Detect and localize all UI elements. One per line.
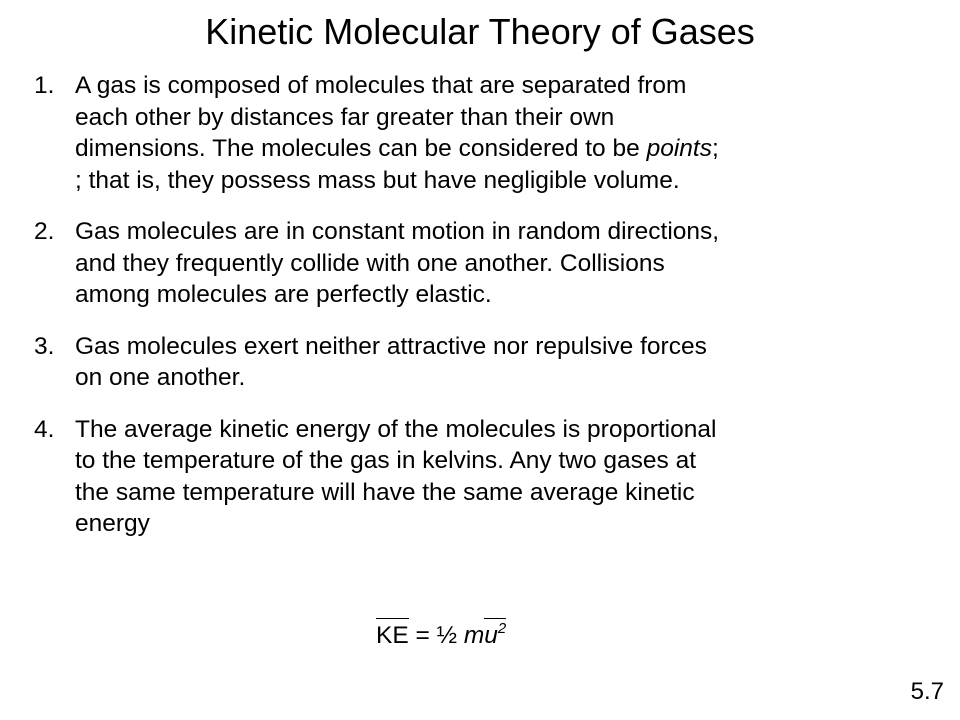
text-line: on one another. [75, 364, 246, 391]
postulate-text [75, 331, 934, 394]
text-line: ; that is, they possess mass but have negligible volume. [75, 166, 680, 194]
text-line: Gas molecules are in constant motion in random directions, [75, 218, 720, 245]
postulate-3 [34, 331, 934, 394]
exponent: 2 [497, 620, 507, 637]
postulate-text [75, 414, 934, 540]
postulate-number: 3. [34, 332, 55, 360]
postulate-number: 2. [34, 218, 55, 245]
postulate-text [75, 70, 934, 196]
text-line: The average kinetic energy of the molecules is proportional [75, 415, 717, 443]
text-line: the same temperature will have the same average kinetic [75, 478, 695, 506]
emphasis-points: points [646, 135, 712, 162]
text-segment: dimensions. The molecules can be considered to be [75, 135, 647, 162]
velocity-symbol: u [484, 622, 498, 649]
text-line: A gas is composed of molecules that are separated from [75, 72, 687, 99]
velocity-squared-average [484, 620, 506, 651]
formula-equals-half: = ½ [408, 622, 464, 649]
kinetic-energy-formula [376, 620, 506, 651]
text-line: and they frequently collide with one another. Collisions [75, 249, 665, 277]
ke-average: KE [376, 622, 409, 649]
postulate-text [75, 216, 934, 311]
slide-number: 5.7 [910, 678, 944, 705]
mass-symbol: m [463, 622, 485, 649]
text-line: Gas molecules exert neither attractive nor repulsive forces [75, 332, 707, 360]
text-line: each other by distances far greater than their own [75, 103, 615, 131]
postulate-number: 4. [34, 415, 55, 443]
postulate-1 [34, 70, 934, 196]
slide-title: Kinetic Molecular Theory of Gases [205, 11, 755, 52]
postulate-number: 1. [34, 72, 55, 99]
text-line: among molecules are perfectly elastic. [75, 281, 492, 308]
text-line: energy [75, 510, 150, 537]
text-line: to the temperature of the gas in kelvins. Any two gases at [75, 447, 697, 474]
postulate-list [34, 70, 934, 560]
text-line: dimensions. The molecules can be considered to be points; [75, 135, 719, 162]
postulate-4 [34, 414, 934, 540]
postulate-2 [34, 216, 934, 311]
